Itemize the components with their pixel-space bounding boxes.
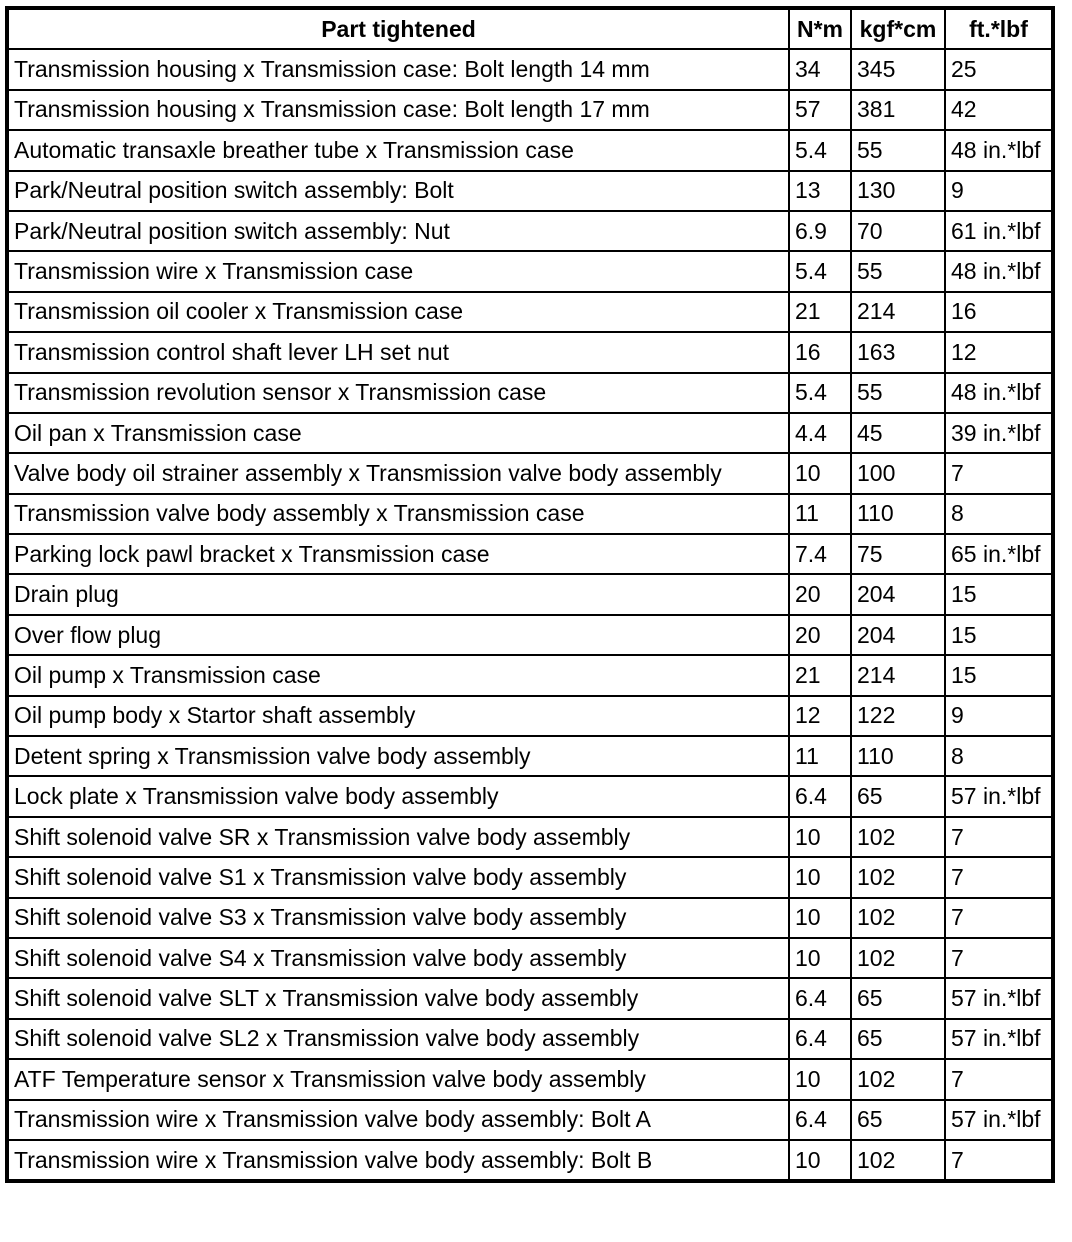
table-row <box>7 130 1053 170</box>
cell-part: Transmission control shaft lever LH set nut <box>7 332 789 372</box>
cell-ftlbf: 7 <box>945 938 1053 978</box>
cell-ftlbf: 7 <box>945 1140 1053 1181</box>
cell-kgfcm: 214 <box>851 655 945 695</box>
cell-kgfcm: 102 <box>851 1059 945 1099</box>
torque-spec-table-container <box>5 6 1055 1183</box>
cell-nm: 10 <box>789 857 851 897</box>
cell-part: Transmission valve body assembly x Transmission case <box>7 494 789 534</box>
cell-ftlbf: 7 <box>945 817 1053 857</box>
table-row <box>7 373 1053 413</box>
table-row <box>7 898 1053 938</box>
cell-ftlbf: 61 in.*lbf <box>945 211 1053 251</box>
cell-kgfcm: 110 <box>851 736 945 776</box>
cell-nm: 20 <box>789 615 851 655</box>
cell-kgfcm: 110 <box>851 494 945 534</box>
cell-nm: 6.4 <box>789 776 851 816</box>
cell-part: Transmission oil cooler x Transmission case <box>7 292 789 332</box>
cell-part: Transmission housing x Transmission case: Bolt length 17 mm <box>7 90 789 130</box>
table-row <box>7 736 1053 776</box>
cell-ftlbf: 7 <box>945 857 1053 897</box>
cell-kgfcm: 204 <box>851 574 945 614</box>
table-row <box>7 1140 1053 1181</box>
cell-nm: 6.4 <box>789 1100 851 1140</box>
cell-ftlbf: 42 <box>945 90 1053 130</box>
cell-ftlbf: 25 <box>945 49 1053 89</box>
cell-nm: 12 <box>789 696 851 736</box>
cell-kgfcm: 100 <box>851 453 945 493</box>
cell-part: Shift solenoid valve SL2 x Transmission valve body assembly <box>7 1019 789 1059</box>
cell-nm: 11 <box>789 494 851 534</box>
cell-nm: 7.4 <box>789 534 851 574</box>
table-row <box>7 1100 1053 1140</box>
cell-kgfcm: 102 <box>851 898 945 938</box>
cell-part: Transmission wire x Transmission case <box>7 251 789 291</box>
table-row <box>7 615 1053 655</box>
cell-nm: 4.4 <box>789 413 851 453</box>
cell-ftlbf: 15 <box>945 655 1053 695</box>
cell-ftlbf: 8 <box>945 494 1053 534</box>
table-row <box>7 494 1053 534</box>
cell-nm: 5.4 <box>789 130 851 170</box>
cell-nm: 16 <box>789 332 851 372</box>
table-row <box>7 49 1053 89</box>
cell-part: Lock plate x Transmission valve body assembly <box>7 776 789 816</box>
cell-ftlbf: 57 in.*lbf <box>945 1019 1053 1059</box>
cell-nm: 10 <box>789 817 851 857</box>
cell-nm: 10 <box>789 1059 851 1099</box>
cell-kgfcm: 102 <box>851 938 945 978</box>
cell-nm: 10 <box>789 898 851 938</box>
cell-nm: 57 <box>789 90 851 130</box>
cell-nm: 10 <box>789 1140 851 1181</box>
cell-part: Shift solenoid valve SLT x Transmission valve body assembly <box>7 978 789 1018</box>
table-row <box>7 413 1053 453</box>
cell-kgfcm: 345 <box>851 49 945 89</box>
cell-nm: 21 <box>789 655 851 695</box>
table-row <box>7 534 1053 574</box>
cell-part: Park/Neutral position switch assembly: Bolt <box>7 171 789 211</box>
cell-nm: 5.4 <box>789 373 851 413</box>
table-row <box>7 1059 1053 1099</box>
table-row <box>7 938 1053 978</box>
cell-part: Parking lock pawl bracket x Transmission case <box>7 534 789 574</box>
table-row <box>7 90 1053 130</box>
cell-part: Oil pan x Transmission case <box>7 413 789 453</box>
cell-part: Shift solenoid valve S4 x Transmission valve body assembly <box>7 938 789 978</box>
cell-ftlbf: 9 <box>945 696 1053 736</box>
cell-kgfcm: 102 <box>851 1140 945 1181</box>
table-row <box>7 817 1053 857</box>
table-row <box>7 171 1053 211</box>
cell-ftlbf: 7 <box>945 1059 1053 1099</box>
cell-kgfcm: 65 <box>851 1019 945 1059</box>
table-row <box>7 574 1053 614</box>
cell-part: Shift solenoid valve SR x Transmission valve body assembly <box>7 817 789 857</box>
cell-nm: 10 <box>789 938 851 978</box>
cell-ftlbf: 39 in.*lbf <box>945 413 1053 453</box>
torque-spec-table <box>5 6 1055 1183</box>
cell-part: Over flow plug <box>7 615 789 655</box>
cell-ftlbf: 57 in.*lbf <box>945 776 1053 816</box>
cell-ftlbf: 57 in.*lbf <box>945 1100 1053 1140</box>
cell-nm: 34 <box>789 49 851 89</box>
cell-kgfcm: 65 <box>851 1100 945 1140</box>
table-row <box>7 978 1053 1018</box>
cell-nm: 6.9 <box>789 211 851 251</box>
cell-kgfcm: 55 <box>851 373 945 413</box>
cell-kgfcm: 75 <box>851 534 945 574</box>
cell-part: Detent spring x Transmission valve body assembly <box>7 736 789 776</box>
cell-kgfcm: 130 <box>851 171 945 211</box>
cell-part: Shift solenoid valve S1 x Transmission valve body assembly <box>7 857 789 897</box>
header-ftlbf: ft.*lbf <box>945 8 1053 49</box>
cell-kgfcm: 55 <box>851 251 945 291</box>
cell-nm: 13 <box>789 171 851 211</box>
cell-part: ATF Temperature sensor x Transmission valve body assembly <box>7 1059 789 1099</box>
cell-kgfcm: 65 <box>851 978 945 1018</box>
cell-part: Oil pump x Transmission case <box>7 655 789 695</box>
cell-ftlbf: 57 in.*lbf <box>945 978 1053 1018</box>
table-body <box>7 49 1053 1181</box>
cell-part: Transmission wire x Transmission valve body assembly: Bolt B <box>7 1140 789 1181</box>
cell-kgfcm: 70 <box>851 211 945 251</box>
cell-part: Shift solenoid valve S3 x Transmission valve body assembly <box>7 898 789 938</box>
cell-nm: 11 <box>789 736 851 776</box>
cell-ftlbf: 15 <box>945 574 1053 614</box>
cell-nm: 6.4 <box>789 1019 851 1059</box>
cell-part: Valve body oil strainer assembly x Transmission valve body assembly <box>7 453 789 493</box>
table-row <box>7 292 1053 332</box>
cell-kgfcm: 381 <box>851 90 945 130</box>
cell-part: Transmission wire x Transmission valve body assembly: Bolt A <box>7 1100 789 1140</box>
cell-part: Transmission revolution sensor x Transmission case <box>7 373 789 413</box>
cell-nm: 20 <box>789 574 851 614</box>
cell-nm: 21 <box>789 292 851 332</box>
header-nm: N*m <box>789 8 851 49</box>
cell-ftlbf: 9 <box>945 171 1053 211</box>
cell-kgfcm: 204 <box>851 615 945 655</box>
cell-ftlbf: 7 <box>945 453 1053 493</box>
table-header <box>7 8 1053 49</box>
cell-kgfcm: 122 <box>851 696 945 736</box>
cell-part: Automatic transaxle breather tube x Transmission case <box>7 130 789 170</box>
cell-kgfcm: 102 <box>851 857 945 897</box>
cell-ftlbf: 48 in.*lbf <box>945 251 1053 291</box>
cell-part: Transmission housing x Transmission case: Bolt length 14 mm <box>7 49 789 89</box>
cell-nm: 5.4 <box>789 251 851 291</box>
cell-part: Oil pump body x Startor shaft assembly <box>7 696 789 736</box>
cell-kgfcm: 65 <box>851 776 945 816</box>
table-row <box>7 655 1053 695</box>
header-row <box>7 8 1053 49</box>
cell-kgfcm: 55 <box>851 130 945 170</box>
cell-nm: 6.4 <box>789 978 851 1018</box>
table-row <box>7 251 1053 291</box>
cell-ftlbf: 48 in.*lbf <box>945 373 1053 413</box>
cell-kgfcm: 214 <box>851 292 945 332</box>
table-row <box>7 857 1053 897</box>
cell-nm: 10 <box>789 453 851 493</box>
cell-kgfcm: 102 <box>851 817 945 857</box>
table-row <box>7 453 1053 493</box>
header-part-tightened: Part tightened <box>7 8 789 49</box>
table-row <box>7 776 1053 816</box>
cell-part: Drain plug <box>7 574 789 614</box>
cell-ftlbf: 12 <box>945 332 1053 372</box>
cell-part: Park/Neutral position switch assembly: Nut <box>7 211 789 251</box>
header-kgfcm: kgf*cm <box>851 8 945 49</box>
cell-ftlbf: 48 in.*lbf <box>945 130 1053 170</box>
cell-kgfcm: 163 <box>851 332 945 372</box>
table-row <box>7 1019 1053 1059</box>
cell-ftlbf: 7 <box>945 898 1053 938</box>
table-row <box>7 211 1053 251</box>
cell-ftlbf: 65 in.*lbf <box>945 534 1053 574</box>
cell-ftlbf: 15 <box>945 615 1053 655</box>
table-row <box>7 332 1053 372</box>
cell-ftlbf: 16 <box>945 292 1053 332</box>
cell-kgfcm: 45 <box>851 413 945 453</box>
cell-ftlbf: 8 <box>945 736 1053 776</box>
table-row <box>7 696 1053 736</box>
